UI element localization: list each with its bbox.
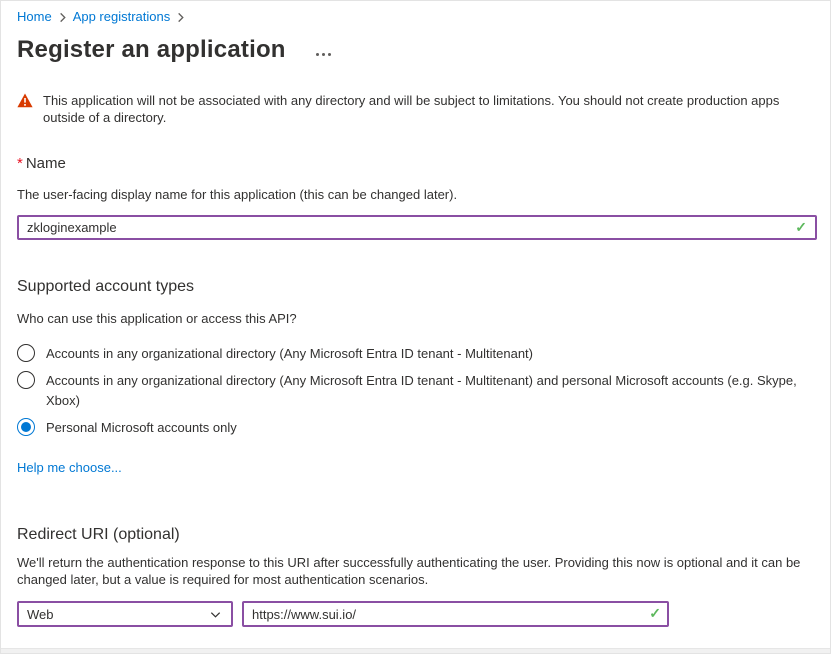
redirect-uri-input[interactable] xyxy=(242,601,669,627)
warning-triangle-icon xyxy=(17,93,33,113)
redirect-uri-description: We'll return the authentication response to this URI after successfully authenticating the user. Providing this now is optional and it can be changed later, but a value is required for most authentication scenarios. xyxy=(17,555,801,587)
page-title: Register an application xyxy=(17,36,286,63)
more-options-icon[interactable] xyxy=(316,53,331,56)
chevron-right-icon xyxy=(175,12,186,23)
valid-check-icon: ✓ xyxy=(649,604,661,621)
radio-option-label: Accounts in any organizational directory (Any Microsoft Entra ID tenant - Multitenant) xyxy=(46,346,533,361)
chevron-down-icon xyxy=(209,608,222,621)
platform-select-value: Web xyxy=(27,606,54,622)
redirect-uri-row xyxy=(17,601,815,627)
name-input[interactable] xyxy=(17,215,817,240)
help-me-choose-link[interactable]: Help me choose... xyxy=(17,460,122,475)
breadcrumb-home-link[interactable]: Home xyxy=(17,9,52,24)
warning-banner xyxy=(17,92,815,126)
redirect-uri-heading: Redirect URI (optional) xyxy=(17,526,180,543)
account-types-question: Who can use this application or access this API? xyxy=(17,311,297,326)
radio-option-label: Personal Microsoft accounts only xyxy=(46,420,237,435)
valid-check-icon: ✓ xyxy=(795,218,807,235)
name-field-label: * Name xyxy=(17,155,66,172)
required-asterisk: * xyxy=(17,155,23,172)
radio-button-icon[interactable] xyxy=(17,344,35,362)
radio-option-multitenant[interactable] xyxy=(17,344,815,364)
warning-text: This application will not be associated with any directory and will be subject to limitations. You should not create production apps outside of a directory. xyxy=(43,93,780,125)
radio-button-icon[interactable] xyxy=(17,418,35,436)
uri-input-wrap xyxy=(242,601,669,627)
supported-account-types-heading: Supported account types xyxy=(17,278,195,295)
radio-button-icon[interactable] xyxy=(17,371,35,389)
name-input-wrap xyxy=(17,215,815,240)
radio-option-multitenant-personal[interactable] xyxy=(17,371,815,411)
account-type-radio-group xyxy=(17,344,815,438)
radio-option-personal-only[interactable] xyxy=(17,418,815,438)
radio-option-label: Accounts in any organizational directory (Any Microsoft Entra ID tenant - Multitenant) and personal Microsoft accounts (e.g. Skype, Xbox) xyxy=(46,373,797,408)
title-row xyxy=(17,35,815,65)
page-bottom-edge xyxy=(1,648,830,653)
breadcrumb xyxy=(17,9,815,24)
name-field-description: The user-facing display name for this application (this can be changed later). xyxy=(17,187,458,202)
breadcrumb-app-registrations-link[interactable]: App registrations xyxy=(72,9,171,24)
platform-select[interactable] xyxy=(17,601,233,627)
chevron-right-icon xyxy=(57,12,68,23)
